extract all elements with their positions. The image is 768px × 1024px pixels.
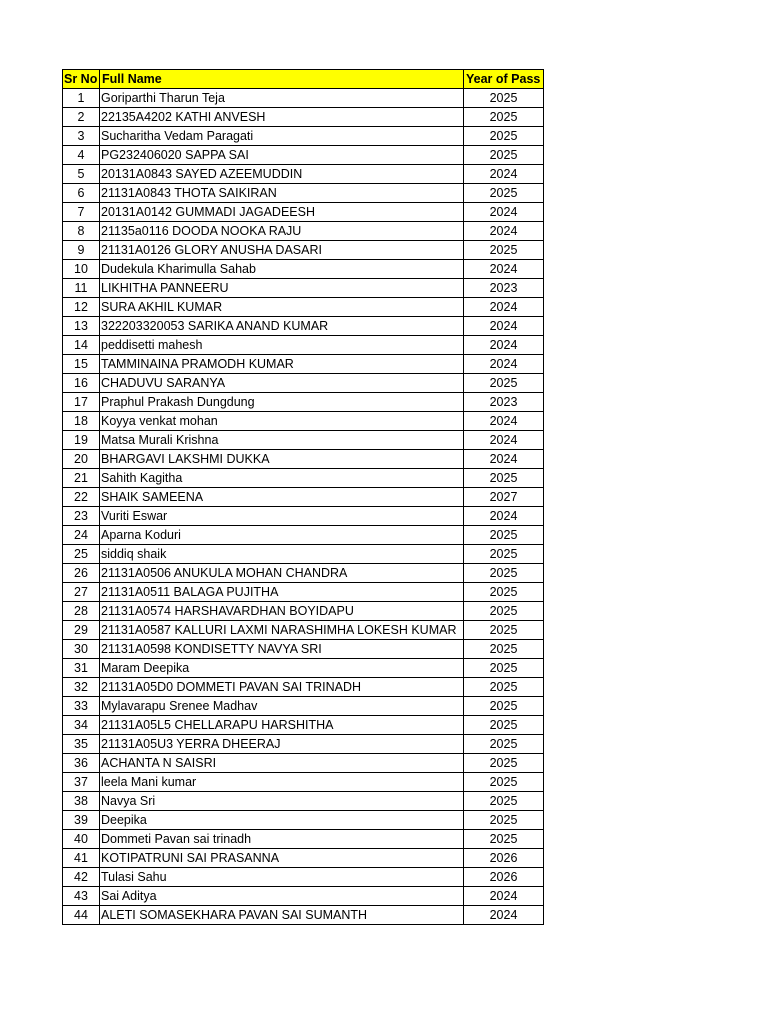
year-of-pass-cell[interactable]: 2025 [464,564,544,583]
table-row [63,260,544,279]
year-of-pass-cell[interactable]: 2024 [464,203,544,222]
header-sr-no[interactable]: Sr No [63,70,100,89]
sr-no-cell[interactable]: 38 [63,792,100,811]
table-row [63,89,544,108]
sr-no-cell[interactable]: 18 [63,412,100,431]
year-of-pass-cell[interactable]: 2024 [464,887,544,906]
year-of-pass-cell[interactable]: 2025 [464,583,544,602]
year-of-pass-cell[interactable]: 2025 [464,108,544,127]
sr-no-cell[interactable]: 22 [63,488,100,507]
full-name-cell[interactable]: 21131A05U3 YERRA DHEERAJ [100,735,464,754]
year-of-pass-cell[interactable]: 2026 [464,868,544,887]
year-of-pass-cell[interactable]: 2024 [464,317,544,336]
sr-no-cell[interactable]: 11 [63,279,100,298]
sr-no-cell[interactable]: 31 [63,659,100,678]
table-row [63,146,544,165]
full-name-cell[interactable]: 21131A0506 ANUKULA MOHAN CHANDRA [100,564,464,583]
year-of-pass-cell[interactable]: 2026 [464,849,544,868]
year-of-pass-cell[interactable]: 2024 [464,336,544,355]
table-row [63,830,544,849]
table-row [63,678,544,697]
table-row [63,583,544,602]
year-of-pass-cell[interactable]: 2025 [464,621,544,640]
full-name-cell[interactable]: Matsa Murali Krishna [100,431,464,450]
sr-no-cell[interactable]: 36 [63,754,100,773]
year-of-pass-cell[interactable]: 2025 [464,602,544,621]
full-name-cell[interactable]: ALETI SOMASEKHARA PAVAN SAI SUMANTH [100,906,464,925]
full-name-cell[interactable]: PG232406020 SAPPA SAI [100,146,464,165]
full-name-cell[interactable]: leela Mani kumar [100,773,464,792]
sr-no-cell[interactable]: 9 [63,241,100,260]
table-row [63,127,544,146]
full-name-cell[interactable]: 21131A0511 BALAGA PUJITHA [100,583,464,602]
year-of-pass-cell[interactable]: 2024 [464,355,544,374]
sr-no-cell[interactable]: 6 [63,184,100,203]
year-of-pass-cell[interactable]: 2024 [464,412,544,431]
sr-no-cell[interactable]: 40 [63,830,100,849]
full-name-cell[interactable]: 21131A05L5 CHELLARAPU HARSHITHA [100,716,464,735]
sr-no-cell[interactable]: 12 [63,298,100,317]
full-name-cell[interactable]: Dudekula Kharimulla Sahab [100,260,464,279]
full-name-cell[interactable]: ACHANTA N SAISRI [100,754,464,773]
full-name-cell[interactable]: 21131A0843 THOTA SAIKIRAN [100,184,464,203]
table-row [63,716,544,735]
full-name-cell[interactable]: 22135A4202 KATHI ANVESH [100,108,464,127]
table-row [63,355,544,374]
sr-no-cell[interactable]: 29 [63,621,100,640]
year-of-pass-cell[interactable]: 2025 [464,830,544,849]
full-name-cell[interactable]: 322203320053 SARIKA ANAND KUMAR [100,317,464,336]
sr-no-cell[interactable]: 44 [63,906,100,925]
table-row [63,165,544,184]
full-name-cell[interactable]: Dommeti Pavan sai trinadh [100,830,464,849]
year-of-pass-cell[interactable]: 2025 [464,526,544,545]
year-of-pass-cell[interactable]: 2025 [464,754,544,773]
table-row [63,279,544,298]
year-of-pass-cell[interactable]: 2025 [464,640,544,659]
full-name-cell[interactable]: 20131A0843 SAYED AZEEMUDDIN [100,165,464,184]
year-of-pass-cell[interactable]: 2025 [464,184,544,203]
sr-no-cell[interactable]: 24 [63,526,100,545]
year-of-pass-cell[interactable]: 2025 [464,659,544,678]
year-of-pass-cell[interactable]: 2024 [464,260,544,279]
full-name-cell[interactable]: 21131A0587 KALLURI LAXMI NARASHIMHA LOKESH KUMAR [100,621,464,640]
sr-no-cell[interactable]: 25 [63,545,100,564]
year-of-pass-cell[interactable]: 2024 [464,165,544,184]
table-row [63,659,544,678]
full-name-cell[interactable]: Sai Aditya [100,887,464,906]
year-of-pass-cell[interactable]: 2023 [464,393,544,412]
table-row [63,545,544,564]
full-name-cell[interactable]: 21131A05D0 DOMMETI PAVAN SAI TRINADH [100,678,464,697]
sr-no-cell[interactable]: 23 [63,507,100,526]
year-of-pass-cell[interactable]: 2025 [464,469,544,488]
table-row [63,621,544,640]
sr-no-cell[interactable]: 7 [63,203,100,222]
sr-no-cell[interactable]: 42 [63,868,100,887]
table-row [63,640,544,659]
table-row [63,735,544,754]
table-row [63,792,544,811]
sr-no-cell[interactable]: 1 [63,89,100,108]
sr-no-cell[interactable]: 15 [63,355,100,374]
year-of-pass-cell[interactable]: 2024 [464,431,544,450]
year-of-pass-cell[interactable]: 2025 [464,792,544,811]
header-row [63,70,544,89]
sr-no-cell[interactable]: 32 [63,678,100,697]
sr-no-cell[interactable]: 35 [63,735,100,754]
full-name-cell[interactable]: Vuriti Eswar [100,507,464,526]
table-row [63,488,544,507]
table-row [63,431,544,450]
table-row [63,222,544,241]
table-row [63,906,544,925]
table-row [63,108,544,127]
sr-no-cell[interactable]: 21 [63,469,100,488]
sr-no-cell[interactable]: 39 [63,811,100,830]
table-row [63,773,544,792]
full-name-cell[interactable]: SHAIK SAMEENA [100,488,464,507]
table-row [63,697,544,716]
table-row [63,450,544,469]
full-name-cell[interactable]: 21131A0598 KONDISETTY NAVYA SRI [100,640,464,659]
table-body [63,89,544,925]
full-name-cell[interactable]: Koyya venkat mohan [100,412,464,431]
full-name-cell[interactable]: TAMMINAINA PRAMODH KUMAR [100,355,464,374]
sr-no-cell[interactable]: 13 [63,317,100,336]
year-of-pass-cell[interactable]: 2025 [464,127,544,146]
year-of-pass-cell[interactable]: 2025 [464,697,544,716]
sr-no-cell[interactable]: 3 [63,127,100,146]
table-row [63,602,544,621]
header-full-name[interactable]: Full Name [100,70,464,89]
table-row [63,868,544,887]
table-row [63,298,544,317]
student-table [62,69,544,925]
full-name-cell[interactable]: Mylavarapu Srenee Madhav [100,697,464,716]
full-name-cell[interactable]: CHADUVU SARANYA [100,374,464,393]
sr-no-cell[interactable]: 30 [63,640,100,659]
full-name-cell[interactable]: Navya Sri [100,792,464,811]
full-name-cell[interactable]: siddiq shaik [100,545,464,564]
sr-no-cell[interactable]: 10 [63,260,100,279]
full-name-cell[interactable]: LIKHITHA PANNEERU [100,279,464,298]
sr-no-cell[interactable]: 33 [63,697,100,716]
table-row [63,184,544,203]
spreadsheet-sheet [62,69,544,925]
year-of-pass-cell[interactable]: 2025 [464,89,544,108]
year-of-pass-cell[interactable]: 2024 [464,450,544,469]
table-row [63,412,544,431]
year-of-pass-cell[interactable]: 2024 [464,507,544,526]
sr-no-cell[interactable]: 16 [63,374,100,393]
table-row [63,564,544,583]
year-of-pass-cell[interactable]: 2025 [464,241,544,260]
year-of-pass-cell[interactable]: 2025 [464,773,544,792]
table-row [63,507,544,526]
full-name-cell[interactable]: Maram Deepika [100,659,464,678]
full-name-cell[interactable]: KOTIPATRUNI SAI PRASANNA [100,849,464,868]
full-name-cell[interactable]: Sahith Kagitha [100,469,464,488]
sr-no-cell[interactable]: 4 [63,146,100,165]
table-row [63,336,544,355]
year-of-pass-cell[interactable]: 2025 [464,146,544,165]
sr-no-cell[interactable]: 8 [63,222,100,241]
sr-no-cell[interactable]: 14 [63,336,100,355]
table-row [63,811,544,830]
full-name-cell[interactable]: 20131A0142 GUMMADI JAGADEESH [100,203,464,222]
full-name-cell[interactable]: peddisetti mahesh [100,336,464,355]
year-of-pass-cell[interactable]: 2023 [464,279,544,298]
sr-no-cell[interactable]: 5 [63,165,100,184]
header-year-of-pass[interactable]: Year of Pass [464,70,544,89]
table-row [63,317,544,336]
year-of-pass-cell[interactable]: 2027 [464,488,544,507]
table-row [63,241,544,260]
full-name-cell[interactable]: Praphul Prakash Dungdung [100,393,464,412]
table-row [63,203,544,222]
sr-no-cell[interactable]: 37 [63,773,100,792]
full-name-cell[interactable]: 21135a0116 DOODA NOOKA RAJU [100,222,464,241]
sr-no-cell[interactable]: 2 [63,108,100,127]
year-of-pass-cell[interactable]: 2025 [464,811,544,830]
sr-no-cell[interactable]: 43 [63,887,100,906]
year-of-pass-cell[interactable]: 2025 [464,678,544,697]
year-of-pass-cell[interactable]: 2024 [464,222,544,241]
year-of-pass-cell[interactable]: 2025 [464,374,544,393]
full-name-cell[interactable]: Sucharitha Vedam Paragati [100,127,464,146]
sr-no-cell[interactable]: 19 [63,431,100,450]
table-row [63,849,544,868]
table-row [63,393,544,412]
sr-no-cell[interactable]: 20 [63,450,100,469]
full-name-cell[interactable]: 21131A0574 HARSHAVARDHAN BOYIDAPU [100,602,464,621]
full-name-cell[interactable]: Aparna Koduri [100,526,464,545]
table-row [63,887,544,906]
full-name-cell[interactable]: Deepika [100,811,464,830]
full-name-cell[interactable]: SURA AKHIL KUMAR [100,298,464,317]
sr-no-cell[interactable]: 27 [63,583,100,602]
year-of-pass-cell[interactable]: 2025 [464,716,544,735]
sr-no-cell[interactable]: 26 [63,564,100,583]
table-row [63,469,544,488]
year-of-pass-cell[interactable]: 2024 [464,906,544,925]
sr-no-cell[interactable]: 34 [63,716,100,735]
full-name-cell[interactable]: 21131A0126 GLORY ANUSHA DASARI [100,241,464,260]
table-row [63,754,544,773]
sr-no-cell[interactable]: 41 [63,849,100,868]
full-name-cell[interactable]: BHARGAVI LAKSHMI DUKKA [100,450,464,469]
full-name-cell[interactable]: Tulasi Sahu [100,868,464,887]
table-row [63,374,544,393]
sr-no-cell[interactable]: 28 [63,602,100,621]
table-row [63,526,544,545]
year-of-pass-cell[interactable]: 2025 [464,735,544,754]
year-of-pass-cell[interactable]: 2024 [464,298,544,317]
full-name-cell[interactable]: Goriparthi Tharun Teja [100,89,464,108]
year-of-pass-cell[interactable]: 2025 [464,545,544,564]
sr-no-cell[interactable]: 17 [63,393,100,412]
